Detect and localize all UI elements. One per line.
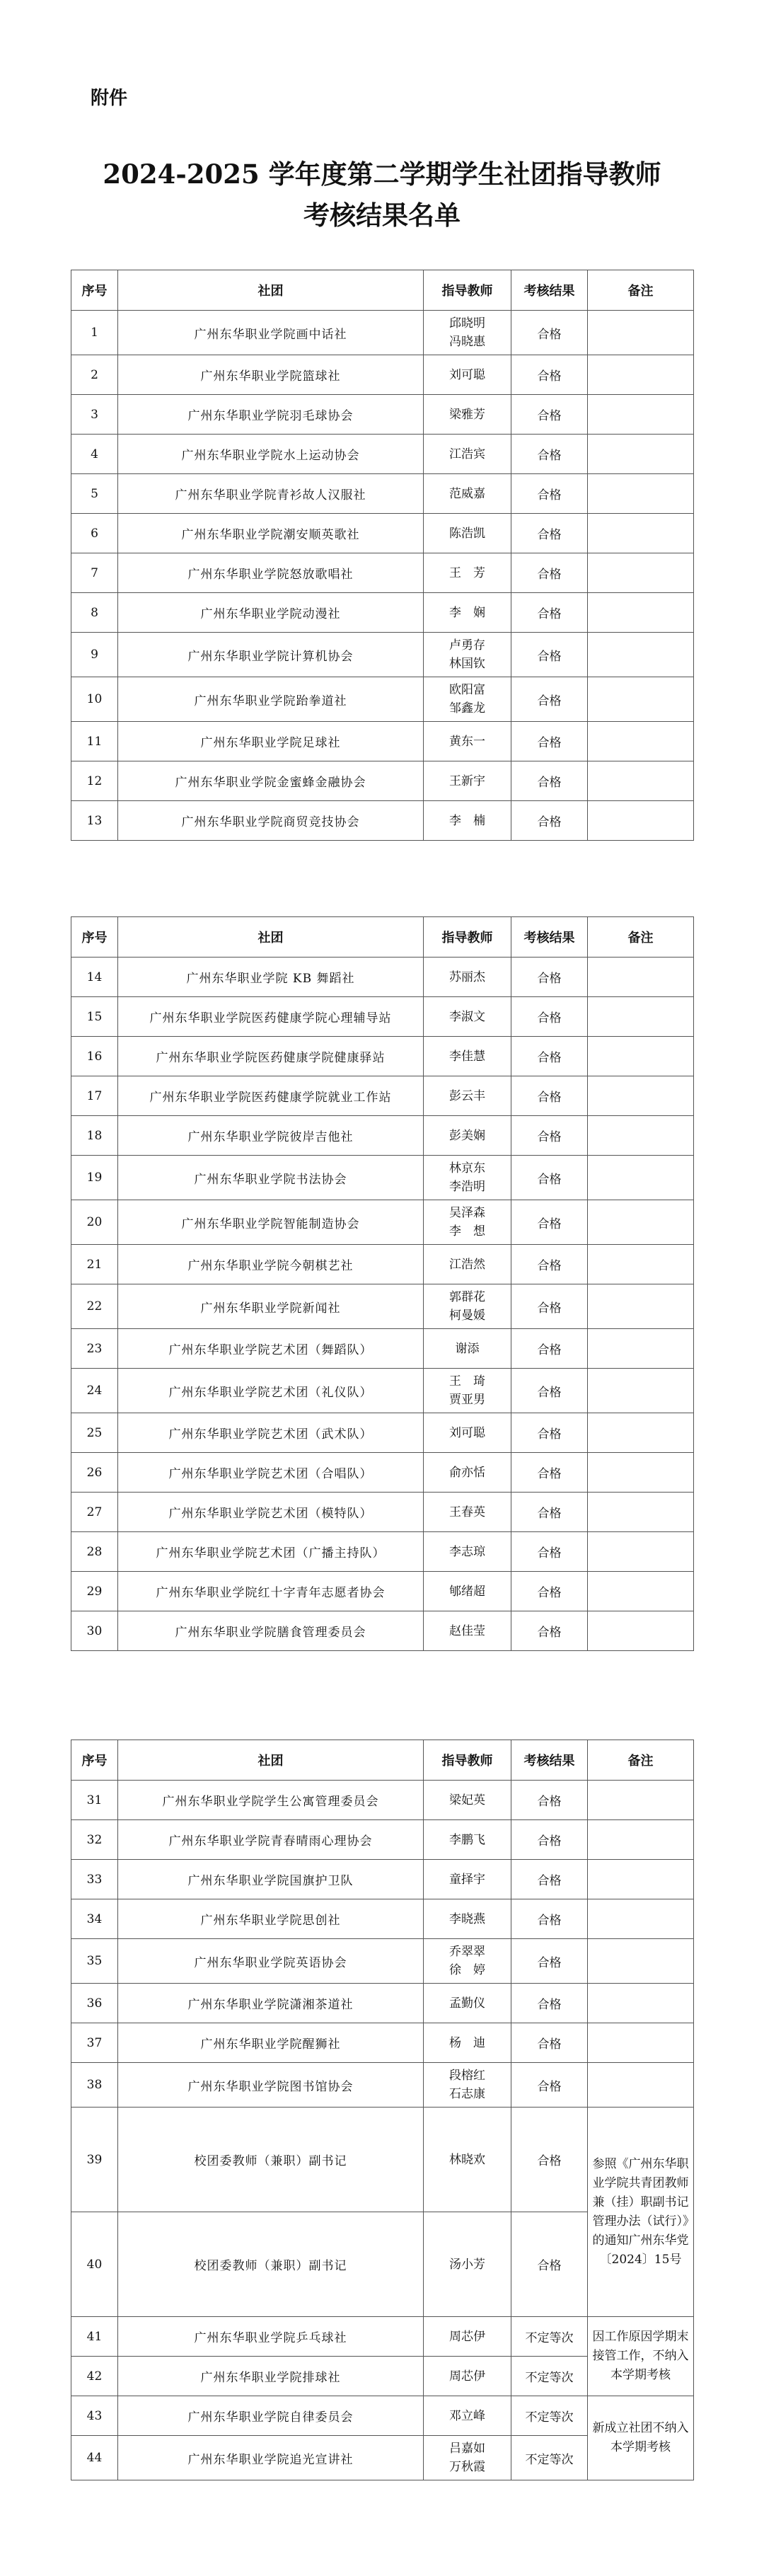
table-row [71, 1781, 694, 1820]
club-name: 广州东华职业学院篮球社 [118, 355, 424, 395]
table-row [71, 761, 694, 801]
teacher-name: 李淑文 [424, 997, 511, 1037]
table-row [71, 311, 694, 355]
club-name: 广州东华职业学院图书馆协会 [118, 2063, 424, 2108]
result-status: 不定等次 [511, 2317, 588, 2357]
table-row [71, 1820, 694, 1860]
teacher-name: 郇绪超 [424, 1572, 511, 1611]
table-row [71, 1532, 694, 1572]
table-row [71, 1200, 694, 1245]
result-status: 合格 [511, 1116, 588, 1156]
row-number: 8 [71, 593, 118, 633]
header-teacher: 指导教师 [424, 917, 511, 958]
teacher-name: 邓立峰 [424, 2396, 511, 2436]
result-status: 合格 [511, 593, 588, 633]
club-name: 广州东华职业学院足球社 [118, 722, 424, 761]
row-number: 3 [71, 395, 118, 435]
teacher-name: 李志琼 [424, 1532, 511, 1572]
table-header-row [71, 270, 694, 311]
teacher-name: 李鹏飞 [424, 1820, 511, 1860]
club-name: 广州东华职业学院智能制造协会 [118, 1200, 424, 1245]
result-status: 合格 [511, 1284, 588, 1329]
club-name: 广州东华职业学院艺术团（舞蹈队） [118, 1329, 424, 1369]
page-title-line2: 考核结果名单 [303, 200, 461, 231]
header-club: 社团 [118, 270, 424, 311]
remark-cell [588, 1781, 694, 1820]
result-status: 合格 [511, 2023, 588, 2063]
teacher-name: 赵佳莹 [424, 1611, 511, 1651]
club-name: 广州东华职业学院新闻社 [118, 1284, 424, 1329]
table-row [71, 1245, 694, 1284]
teacher-name: 彭云丰 [424, 1076, 511, 1116]
teacher-name: 汤小芳 [424, 2212, 511, 2317]
row-number: 20 [71, 1200, 118, 1245]
teacher-name: 李 楠 [424, 801, 511, 841]
table-row [71, 1076, 694, 1116]
teacher-name: 刘可聪 [424, 355, 511, 395]
table-row [71, 801, 694, 841]
row-number: 10 [71, 677, 118, 722]
result-status: 合格 [511, 435, 588, 474]
row-number: 25 [71, 1413, 118, 1453]
result-status: 合格 [511, 997, 588, 1037]
header-remark: 备注 [588, 917, 694, 958]
row-number: 13 [71, 801, 118, 841]
result-status: 合格 [511, 1984, 588, 2023]
teacher-name: 郭群花 柯曼媛 [424, 1284, 511, 1329]
teacher-name: 吴泽森 李 想 [424, 1200, 511, 1245]
table-row [71, 677, 694, 722]
result-status: 合格 [511, 1899, 588, 1939]
club-name: 广州东华职业学院自律委员会 [118, 2396, 424, 2436]
remark-cell [588, 958, 694, 997]
remark-cell [588, 997, 694, 1037]
teacher-name: 周芯伊 [424, 2357, 511, 2396]
result-status: 合格 [511, 1453, 588, 1493]
result-status: 合格 [511, 355, 588, 395]
row-number: 12 [71, 761, 118, 801]
row-number: 40 [71, 2212, 118, 2317]
result-status: 合格 [511, 1820, 588, 1860]
result-status: 不定等次 [511, 2436, 588, 2480]
row-number: 11 [71, 722, 118, 761]
table-row [71, 553, 694, 593]
table-row [71, 2317, 694, 2357]
result-status: 合格 [511, 761, 588, 801]
row-number: 43 [71, 2396, 118, 2436]
result-status: 合格 [511, 801, 588, 841]
table-row [71, 1611, 694, 1651]
club-name: 校团委教师（兼职）副书记 [118, 2212, 424, 2317]
club-name: 广州东华职业学院国旗护卫队 [118, 1860, 424, 1899]
club-name: 广州东华职业学院青衫故人汉服社 [118, 474, 424, 514]
result-table-3 [71, 1740, 694, 2480]
row-number: 39 [71, 2108, 118, 2212]
remark-cell [588, 1820, 694, 1860]
result-status: 合格 [511, 1781, 588, 1820]
remark-cell [588, 1572, 694, 1611]
teacher-name: 邱晓明 冯晓惠 [424, 311, 511, 355]
result-status: 合格 [511, 2212, 588, 2317]
table-row [71, 395, 694, 435]
result-status: 合格 [511, 1611, 588, 1651]
teacher-name: 王 琦 贾亚男 [424, 1369, 511, 1413]
teacher-name: 王 芳 [424, 553, 511, 593]
teacher-name: 乔翠翠 徐 婷 [424, 1939, 511, 1984]
club-name: 广州东华职业学院潮安顺英歌社 [118, 514, 424, 553]
result-status: 合格 [511, 1200, 588, 1245]
remark-cell: 新成立社团不纳入本学期考核 [588, 2396, 694, 2480]
result-status: 合格 [511, 1329, 588, 1369]
club-name: 广州东华职业学院追光宣讲社 [118, 2436, 424, 2480]
teacher-name: 林晓欢 [424, 2108, 511, 2212]
club-name: 广州东华职业学院英语协会 [118, 1939, 424, 1984]
teacher-name: 林京东 李浩明 [424, 1156, 511, 1200]
remark-cell: 因工作原因学期末接管工作，不纳入本学期考核 [588, 2317, 694, 2396]
club-name: 广州东华职业学院艺术团（合唱队） [118, 1453, 424, 1493]
table-row [71, 1037, 694, 1076]
result-status: 合格 [511, 1860, 588, 1899]
teacher-name: 王新宇 [424, 761, 511, 801]
teacher-name: 孟勤仪 [424, 1984, 511, 2023]
remark-cell [588, 2063, 694, 2108]
remark-cell [588, 1939, 694, 1984]
table-row [71, 1572, 694, 1611]
table-row [71, 958, 694, 997]
club-name: 广州东华职业学院乒乓球社 [118, 2317, 424, 2357]
club-name: 广州东华职业学院动漫社 [118, 593, 424, 633]
result-status: 合格 [511, 722, 588, 761]
teacher-name: 梁妃英 [424, 1781, 511, 1820]
row-number: 44 [71, 2436, 118, 2480]
row-number: 36 [71, 1984, 118, 2023]
table-header-row [71, 917, 694, 958]
club-name: 广州东华职业学院商贸竞技协会 [118, 801, 424, 841]
table-row [71, 633, 694, 677]
row-number: 4 [71, 435, 118, 474]
remark-cell [588, 1413, 694, 1453]
result-status: 合格 [511, 1939, 588, 1984]
row-number: 30 [71, 1611, 118, 1651]
table-row [71, 1984, 694, 2023]
row-number: 41 [71, 2317, 118, 2357]
remark-cell [588, 1984, 694, 2023]
remark-cell [588, 677, 694, 722]
result-status: 合格 [511, 1245, 588, 1284]
club-name: 广州东华职业学院水上运动协会 [118, 435, 424, 474]
remark-cell [588, 1245, 694, 1284]
row-number: 27 [71, 1493, 118, 1532]
teacher-name: 杨 迪 [424, 2023, 511, 2063]
teacher-name: 刘可聪 [424, 1413, 511, 1453]
result-status: 合格 [511, 1037, 588, 1076]
table-row [71, 1116, 694, 1156]
row-number: 37 [71, 2023, 118, 2063]
table-row [71, 355, 694, 395]
club-name: 广州东华职业学院医药健康学院就业工作站 [118, 1076, 424, 1116]
remark-cell [588, 1284, 694, 1329]
table-header-row [71, 1740, 694, 1781]
teacher-name: 黄东一 [424, 722, 511, 761]
table-row [71, 593, 694, 633]
row-number: 19 [71, 1156, 118, 1200]
row-number: 18 [71, 1116, 118, 1156]
result-status: 合格 [511, 1532, 588, 1572]
header-no: 序号 [71, 917, 118, 958]
header-remark: 备注 [588, 270, 694, 311]
row-number: 6 [71, 514, 118, 553]
result-status: 不定等次 [511, 2396, 588, 2436]
remark-cell [588, 722, 694, 761]
result-table-1 [71, 270, 694, 841]
row-number: 21 [71, 1245, 118, 1284]
teacher-name: 范威嘉 [424, 474, 511, 514]
club-name: 广州东华职业学院今朝棋艺社 [118, 1245, 424, 1284]
remark-cell [588, 355, 694, 395]
remark-cell [588, 435, 694, 474]
table-row [71, 1369, 694, 1413]
teacher-name: 段榕红 石志康 [424, 2063, 511, 2108]
row-number: 38 [71, 2063, 118, 2108]
row-number: 42 [71, 2357, 118, 2396]
table-row [71, 474, 694, 514]
remark-cell [588, 1860, 694, 1899]
club-name: 广州东华职业学院膳食管理委员会 [118, 1611, 424, 1651]
result-status: 合格 [511, 1369, 588, 1413]
table-row [71, 1284, 694, 1329]
remark-cell [588, 1076, 694, 1116]
club-name: 广州东华职业学院彼岸吉他社 [118, 1116, 424, 1156]
club-name: 广州东华职业学院医药健康学院健康驿站 [118, 1037, 424, 1076]
teacher-name: 吕嘉如 万秋霞 [424, 2436, 511, 2480]
page-title-line1: 2024-2025 学年度第二学期学生社团指导教师 [103, 159, 661, 190]
result-table-2 [71, 916, 694, 1651]
row-number: 23 [71, 1329, 118, 1369]
teacher-name: 王春英 [424, 1493, 511, 1532]
header-club: 社团 [118, 1740, 424, 1781]
teacher-name: 江浩然 [424, 1245, 511, 1284]
table-row [71, 2108, 694, 2212]
remark-cell [588, 1200, 694, 1245]
club-name: 广州东华职业学院艺术团（武术队） [118, 1413, 424, 1453]
row-number: 7 [71, 553, 118, 593]
remark-cell [588, 474, 694, 514]
remark-cell [588, 1369, 694, 1413]
header-teacher: 指导教师 [424, 270, 511, 311]
result-status: 合格 [511, 1493, 588, 1532]
club-name: 广州东华职业学院红十字青年志愿者协会 [118, 1572, 424, 1611]
row-number: 9 [71, 633, 118, 677]
row-number: 34 [71, 1899, 118, 1939]
teacher-name: 李 娴 [424, 593, 511, 633]
remark-cell [588, 514, 694, 553]
result-status: 合格 [511, 1156, 588, 1200]
club-name: 广州东华职业学院艺术团（广播主持队） [118, 1532, 424, 1572]
remark-cell [588, 1899, 694, 1939]
remark-cell [588, 1329, 694, 1369]
club-name: 广州东华职业学院潇湘茶道社 [118, 1984, 424, 2023]
table-row [71, 1329, 694, 1369]
remark-cell [588, 2023, 694, 2063]
remark-cell [588, 311, 694, 355]
table-row [71, 1493, 694, 1532]
club-name: 广州东华职业学院计算机协会 [118, 633, 424, 677]
teacher-name: 梁雅芳 [424, 395, 511, 435]
remark-cell [588, 801, 694, 841]
club-name: 校团委教师（兼职）副书记 [118, 2108, 424, 2212]
result-status: 合格 [511, 311, 588, 355]
table-row [71, 1413, 694, 1453]
club-name: 广州东华职业学院画中话社 [118, 311, 424, 355]
header-no: 序号 [71, 270, 118, 311]
result-status: 合格 [511, 1076, 588, 1116]
remark-cell [588, 395, 694, 435]
row-number: 31 [71, 1781, 118, 1820]
table-row [71, 997, 694, 1037]
club-name: 广州东华职业学院思创社 [118, 1899, 424, 1939]
remark-cell [588, 1611, 694, 1651]
table-row [71, 1156, 694, 1200]
club-name: 广州东华职业学院艺术团（礼仪队） [118, 1369, 424, 1413]
remark-cell: 参照《广州东华职业学院共青团教师兼（挂）职副书记管理办法（试行）》的通知广州东华党〔2024〕15号 [588, 2108, 694, 2317]
club-name: 广州东华职业学院学生公寓管理委员会 [118, 1781, 424, 1820]
result-status: 不定等次 [511, 2357, 588, 2396]
header-club: 社团 [118, 917, 424, 958]
table-row [71, 1939, 694, 1984]
club-name: 广州东华职业学院医药健康学院心理辅导站 [118, 997, 424, 1037]
remark-cell [588, 633, 694, 677]
teacher-name: 李晓燕 [424, 1899, 511, 1939]
row-number: 14 [71, 958, 118, 997]
teacher-name: 卢勇存 林国钦 [424, 633, 511, 677]
row-number: 32 [71, 1820, 118, 1860]
club-name: 广州东华职业学院羽毛球协会 [118, 395, 424, 435]
result-status: 合格 [511, 677, 588, 722]
remark-cell [588, 1116, 694, 1156]
table-row [71, 2063, 694, 2108]
teacher-name: 苏丽杰 [424, 958, 511, 997]
remark-cell [588, 761, 694, 801]
teacher-name: 周芯伊 [424, 2317, 511, 2357]
teacher-name: 江浩宾 [424, 435, 511, 474]
row-number: 24 [71, 1369, 118, 1413]
table-row [71, 1899, 694, 1939]
row-number: 26 [71, 1453, 118, 1493]
result-status: 合格 [511, 1572, 588, 1611]
teacher-name: 彭美娴 [424, 1116, 511, 1156]
remark-cell [588, 593, 694, 633]
row-number: 17 [71, 1076, 118, 1116]
teacher-name: 谢添 [424, 1329, 511, 1369]
attachment-label: 附件 [91, 88, 128, 109]
result-status: 合格 [511, 1413, 588, 1453]
result-status: 合格 [511, 633, 588, 677]
row-number: 1 [71, 311, 118, 355]
remark-cell [588, 553, 694, 593]
result-status: 合格 [511, 2063, 588, 2108]
result-status: 合格 [511, 2108, 588, 2212]
club-name: 广州东华职业学院排球社 [118, 2357, 424, 2396]
teacher-name: 俞亦恬 [424, 1453, 511, 1493]
table-row [71, 2396, 694, 2436]
header-remark: 备注 [588, 1740, 694, 1781]
row-number: 5 [71, 474, 118, 514]
result-status: 合格 [511, 553, 588, 593]
remark-cell [588, 1453, 694, 1493]
row-number: 35 [71, 1939, 118, 1984]
club-name: 广州东华职业学院青春晴雨心理协会 [118, 1820, 424, 1860]
result-status: 合格 [511, 474, 588, 514]
result-status: 合格 [511, 395, 588, 435]
remark-cell [588, 1493, 694, 1532]
table-row [71, 435, 694, 474]
club-name: 广州东华职业学院 KB 舞蹈社 [118, 958, 424, 997]
header-no: 序号 [71, 1740, 118, 1781]
teacher-name: 李佳慧 [424, 1037, 511, 1076]
remark-cell [588, 1156, 694, 1200]
teacher-name: 童择宇 [424, 1860, 511, 1899]
table-row [71, 2023, 694, 2063]
club-name: 广州东华职业学院醒狮社 [118, 2023, 424, 2063]
club-name: 广州东华职业学院书法协会 [118, 1156, 424, 1200]
header-result: 考核结果 [511, 917, 588, 958]
row-number: 22 [71, 1284, 118, 1329]
remark-cell [588, 1037, 694, 1076]
header-teacher: 指导教师 [424, 1740, 511, 1781]
header-result: 考核结果 [511, 270, 588, 311]
table-row [71, 514, 694, 553]
row-number: 16 [71, 1037, 118, 1076]
table-row [71, 1860, 694, 1899]
row-number: 28 [71, 1532, 118, 1572]
teacher-name: 陈浩凯 [424, 514, 511, 553]
remark-cell [588, 1532, 694, 1572]
result-status: 合格 [511, 514, 588, 553]
row-number: 29 [71, 1572, 118, 1611]
club-name: 广州东华职业学院艺术团（模特队） [118, 1493, 424, 1532]
club-name: 广州东华职业学院怒放歌唱社 [118, 553, 424, 593]
table-row [71, 722, 694, 761]
row-number: 15 [71, 997, 118, 1037]
club-name: 广州东华职业学院金蜜蜂金融协会 [118, 761, 424, 801]
header-result: 考核结果 [511, 1740, 588, 1781]
club-name: 广州东华职业学院跆拳道社 [118, 677, 424, 722]
row-number: 33 [71, 1860, 118, 1899]
row-number: 2 [71, 355, 118, 395]
teacher-name: 欧阳富 邹鑫龙 [424, 677, 511, 722]
result-status: 合格 [511, 958, 588, 997]
table-row [71, 1453, 694, 1493]
